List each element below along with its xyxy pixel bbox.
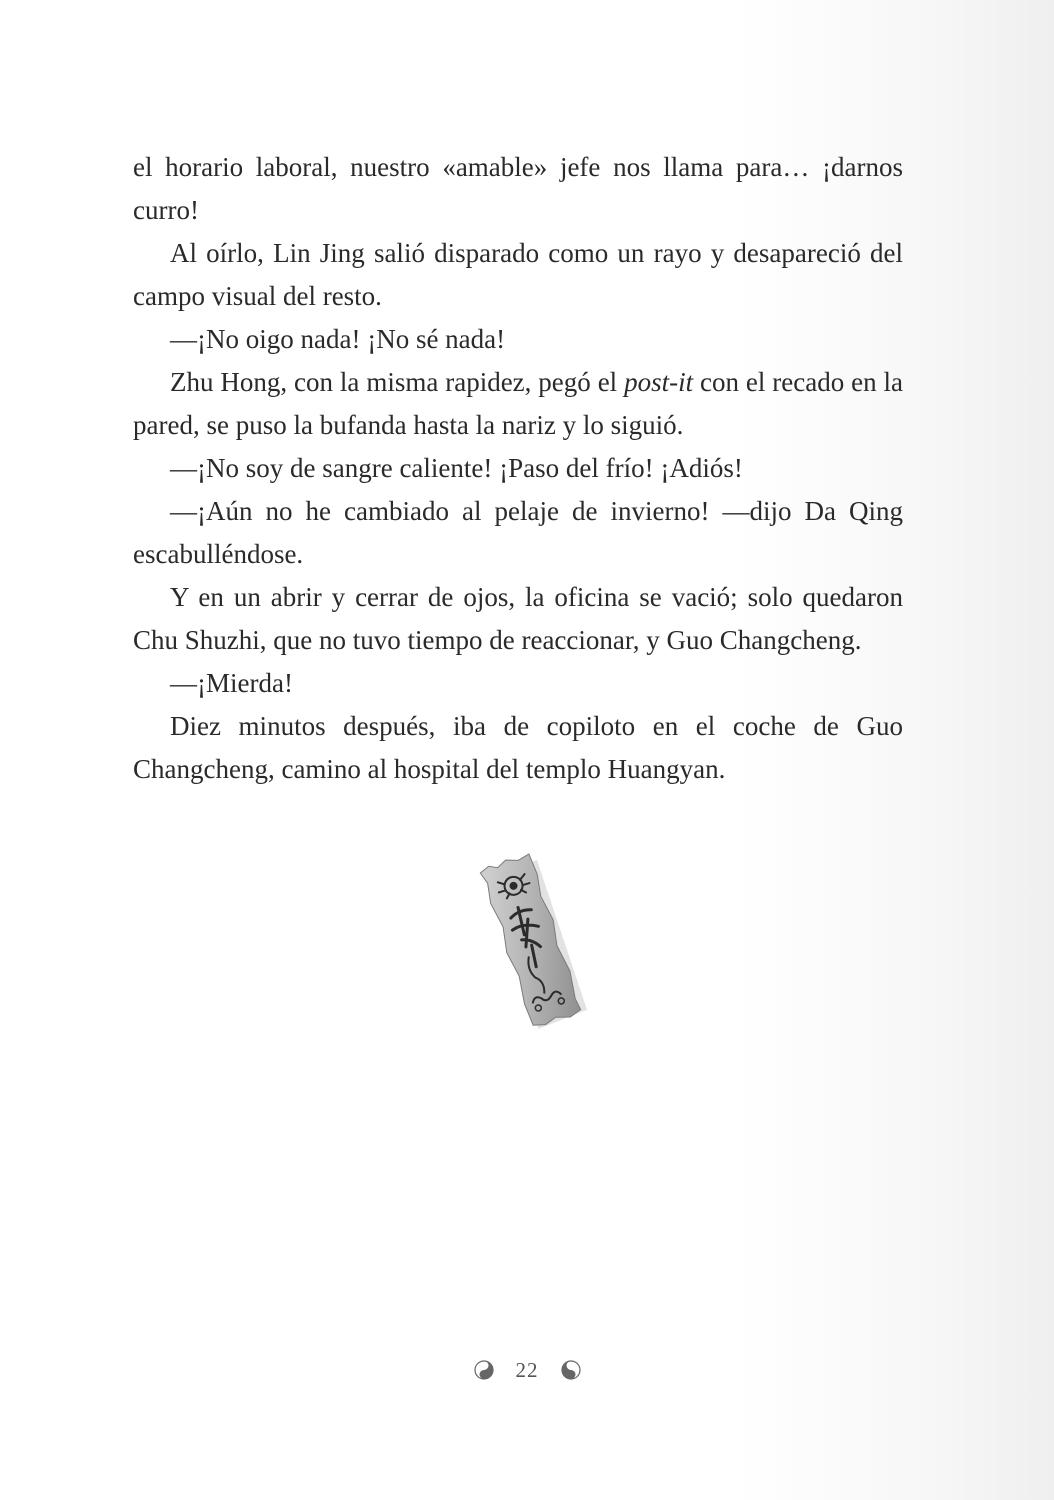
talisman-icon	[468, 850, 588, 1030]
page-footer	[0, 1352, 1054, 1388]
paragraph-2: Al oírlo, Lin Jing salió disparado como un rayo y desapareció del campo visual del resto.	[133, 238, 903, 311]
body-text	[133, 146, 903, 791]
paragraph-4-start: Zhu Hong, con la misma rapidez, pegó el	[170, 367, 625, 397]
paragraph-7: Y en un abrir y cerrar de ojos, la oficina se vació; solo quedaron Chu Shuzhi, que no tuvo tiempo de reaccionar, y Guo Changcheng.	[133, 582, 903, 655]
paragraph-1: el horario laboral, nuestro «amable» jefe nos llama para… ¡darnos curro!	[133, 152, 903, 225]
yin-yang-icon	[474, 1360, 494, 1380]
paragraph-8: —¡Mierda!	[170, 668, 293, 698]
paragraph-9: Diez minutos después, iba de copiloto en el coche de Guo Changcheng, camino al hospital del templo Huangyan.	[133, 711, 903, 784]
post-it-term: post-it	[624, 367, 694, 397]
page-number: 22	[515, 1357, 539, 1382]
paragraph-5: —¡No soy de sangre caliente! ¡Paso del frío! ¡Adiós!	[170, 453, 743, 483]
paragraph-3: —¡No oigo nada! ¡No sé nada!	[170, 324, 506, 354]
paragraph-4	[133, 361, 903, 447]
paragraph-6: —¡Aún no he cambiado al pelaje de invierno! —dijo Da Qing escabulléndose.	[133, 496, 903, 569]
yin-yang-icon	[561, 1360, 581, 1380]
paragraph-4-end: con el recado en la pared, se puso la bufanda hasta la nariz y lo siguió.	[133, 367, 903, 440]
